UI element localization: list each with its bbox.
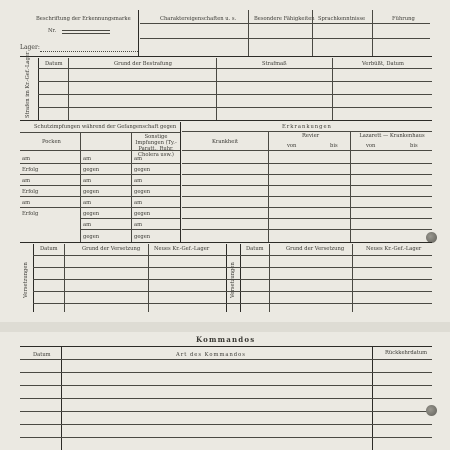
row-rule (33, 267, 432, 268)
row-rule (20, 385, 432, 386)
divider (268, 131, 269, 242)
row-rule (20, 132, 180, 133)
row-rule (182, 196, 432, 197)
impfungen-title: Schutzimpfungen während der Gefangenschaft gegen (34, 124, 177, 130)
versetzungen-col-grund-2: Grund der Versetzung (286, 246, 345, 252)
erfolg-label: Erfolg (22, 167, 39, 173)
am-label: am (134, 200, 143, 206)
gegen-label: gegen (83, 211, 100, 217)
divider (80, 132, 81, 242)
am-label: am (22, 178, 31, 184)
row-rule (182, 163, 432, 164)
header-rule (140, 38, 430, 39)
erkrankungen-col-revier: Revier (302, 133, 320, 139)
am-label: am (83, 200, 92, 206)
am-label: am (22, 156, 31, 162)
card-separator (0, 322, 450, 332)
impfungen-col-pocken: Pocken (42, 139, 61, 145)
row-rule (33, 291, 432, 292)
am-label: am (83, 156, 92, 162)
gegen-label: gegen (83, 167, 100, 173)
row-rule (38, 94, 432, 95)
beschriftung-label: Beschriftung der Erkennungsmarke (36, 16, 131, 22)
nr-label: Nr. (48, 28, 57, 34)
gegen-label: gegen (134, 211, 151, 217)
kommandos-col-rueckkehr: Rückkehrdatum (385, 350, 428, 356)
row-rule (33, 279, 432, 280)
erkrankungen-col-lazarett: Lazarett — Krankenhaus (359, 133, 425, 139)
strafen-col-datum: Datum (45, 61, 63, 67)
row-rule (20, 359, 432, 360)
versetzungen-col-grund: Grund der Versetzung (82, 246, 141, 252)
faehigkeiten-label: Besondere Fähigkeiten (254, 16, 315, 22)
divider (180, 122, 181, 242)
section-rule (20, 346, 432, 347)
divider (372, 10, 373, 56)
row-rule (33, 255, 432, 256)
row-rule (182, 174, 432, 175)
versetzungen-col-neues-2: Neues Kr.-Gef.-Lager (366, 246, 422, 252)
row-rule (182, 229, 432, 230)
row-rule (182, 218, 432, 219)
row-rule (38, 81, 432, 82)
von-label: von (366, 143, 376, 149)
gegen-label: gegen (83, 189, 100, 195)
versetzungen-col-datum-2: Datum (246, 246, 264, 252)
fuehrung-label: Führung (392, 16, 415, 22)
am-label: am (83, 222, 92, 228)
versetzungen-side-label-2: Versetzungen (230, 262, 236, 298)
erfolg-label: Erfolg (22, 189, 39, 195)
row-rule (20, 185, 180, 186)
nr-line-2 (62, 33, 110, 34)
kommandos-title: Kommandos (196, 335, 256, 344)
section-rule (20, 56, 432, 57)
row-rule (20, 150, 180, 151)
nr-line-1 (62, 30, 110, 31)
versetzungen-side-label: Versetzungen (23, 262, 29, 298)
row-rule (20, 174, 180, 175)
row-rule (20, 437, 432, 438)
divider (248, 10, 249, 56)
strafen-side-label: Strafen im Kr.-Gef.-Lager (25, 51, 31, 118)
erfolg-label: Erfolg (22, 211, 39, 217)
strafen-col-grund: Grund der Bestrafung (114, 61, 172, 67)
header-rule (140, 23, 430, 24)
erkrankungen-title: Erkrankungen (282, 124, 332, 130)
gegen-label: gegen (134, 189, 151, 195)
divider (312, 10, 313, 56)
sprachkenntnisse-label: Sprachkenntnisse (318, 16, 366, 22)
row-rule (20, 207, 180, 208)
punch-hole (426, 405, 437, 416)
row-rule (80, 218, 180, 219)
section-rule (20, 120, 432, 121)
divider (350, 131, 351, 242)
erkrankungen-col-krankheit: Krankheit (212, 139, 239, 145)
kommandos-col-datum: Datum (33, 352, 51, 358)
am-label: am (22, 200, 31, 206)
row-rule (182, 185, 432, 186)
row-rule (38, 107, 432, 108)
bis-label: bis (410, 143, 418, 149)
header-divider (138, 10, 139, 56)
am-label: am (134, 156, 143, 162)
gegen-label: gegen (83, 234, 100, 240)
impfungen-col-sonstige: Sonstige Impfungen (Ty.-Paratt., Ruhr, Cholera usw.) (135, 134, 177, 158)
row-rule (20, 163, 180, 164)
row-rule (20, 372, 432, 373)
von-label: von (287, 143, 297, 149)
am-label: am (134, 222, 143, 228)
divider (131, 132, 132, 242)
charakter-label: Charaktereigenschaften u. s. (160, 16, 237, 22)
row-rule (38, 68, 432, 69)
am-label: am (134, 178, 143, 184)
row-rule (20, 411, 432, 412)
section-rule (20, 242, 432, 243)
versetzungen-col-datum: Datum (40, 246, 58, 252)
strafen-col-verbuesst: Verbüßt, Datum (362, 61, 404, 67)
strafen-col-strafmass: Strafmaß (262, 61, 287, 67)
gegen-label: gegen (134, 234, 151, 240)
row-rule (20, 424, 432, 425)
row-rule (33, 303, 432, 304)
versetzungen-col-neues: Neues Kr.-Gef.-Lager (154, 246, 210, 252)
bis-label: bis (330, 143, 338, 149)
row-rule (20, 398, 432, 399)
row-rule (182, 207, 432, 208)
row-rule (182, 131, 432, 132)
row-rule (80, 229, 180, 230)
row-rule (182, 150, 432, 151)
lager-label: Lager: (20, 44, 40, 51)
kommandos-col-art: Art des Kommandos (176, 352, 246, 358)
am-label: am (83, 178, 92, 184)
row-rule (20, 196, 180, 197)
lager-line (40, 51, 138, 52)
gegen-label: gegen (134, 167, 151, 173)
